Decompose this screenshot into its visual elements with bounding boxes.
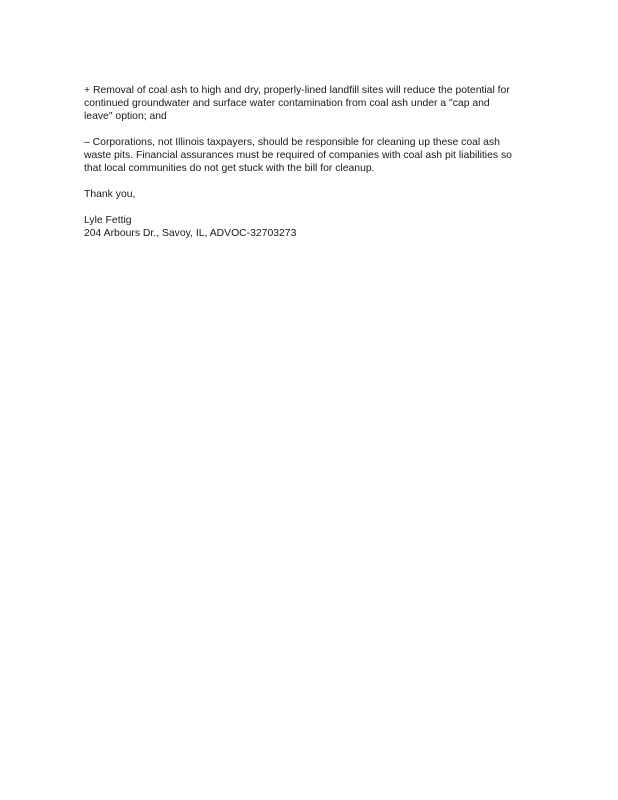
text-line: leave" option; and [84,111,167,122]
paragraph-corporate-responsibility [84,136,554,175]
text-line: + Removal of coal ash to high and dry, properly-lined landfill sites will reduce the potential for [84,85,510,96]
text-line: – Corporations, not Illinois taxpayers, should be responsible for cleaning up these coal ash [84,137,500,148]
signer-address: 204 Arbours Dr., Savoy, IL, ADVOC-32703273 [84,228,297,239]
closing-line: Thank you, [84,189,136,200]
text-line: continued groundwater and surface water contamination from coal ash under a "cap and [84,98,490,109]
signer-name: Lyle Fettig [84,215,132,226]
text-line: that local communities do not get stuck with the bill for cleanup. [84,163,375,174]
signature-block [84,214,554,240]
paragraph-coal-ash-removal [84,84,554,123]
letter-body [84,84,554,240]
text-line: waste pits. Financial assurances must be required of companies with coal ash pit liabilities so [84,150,512,161]
